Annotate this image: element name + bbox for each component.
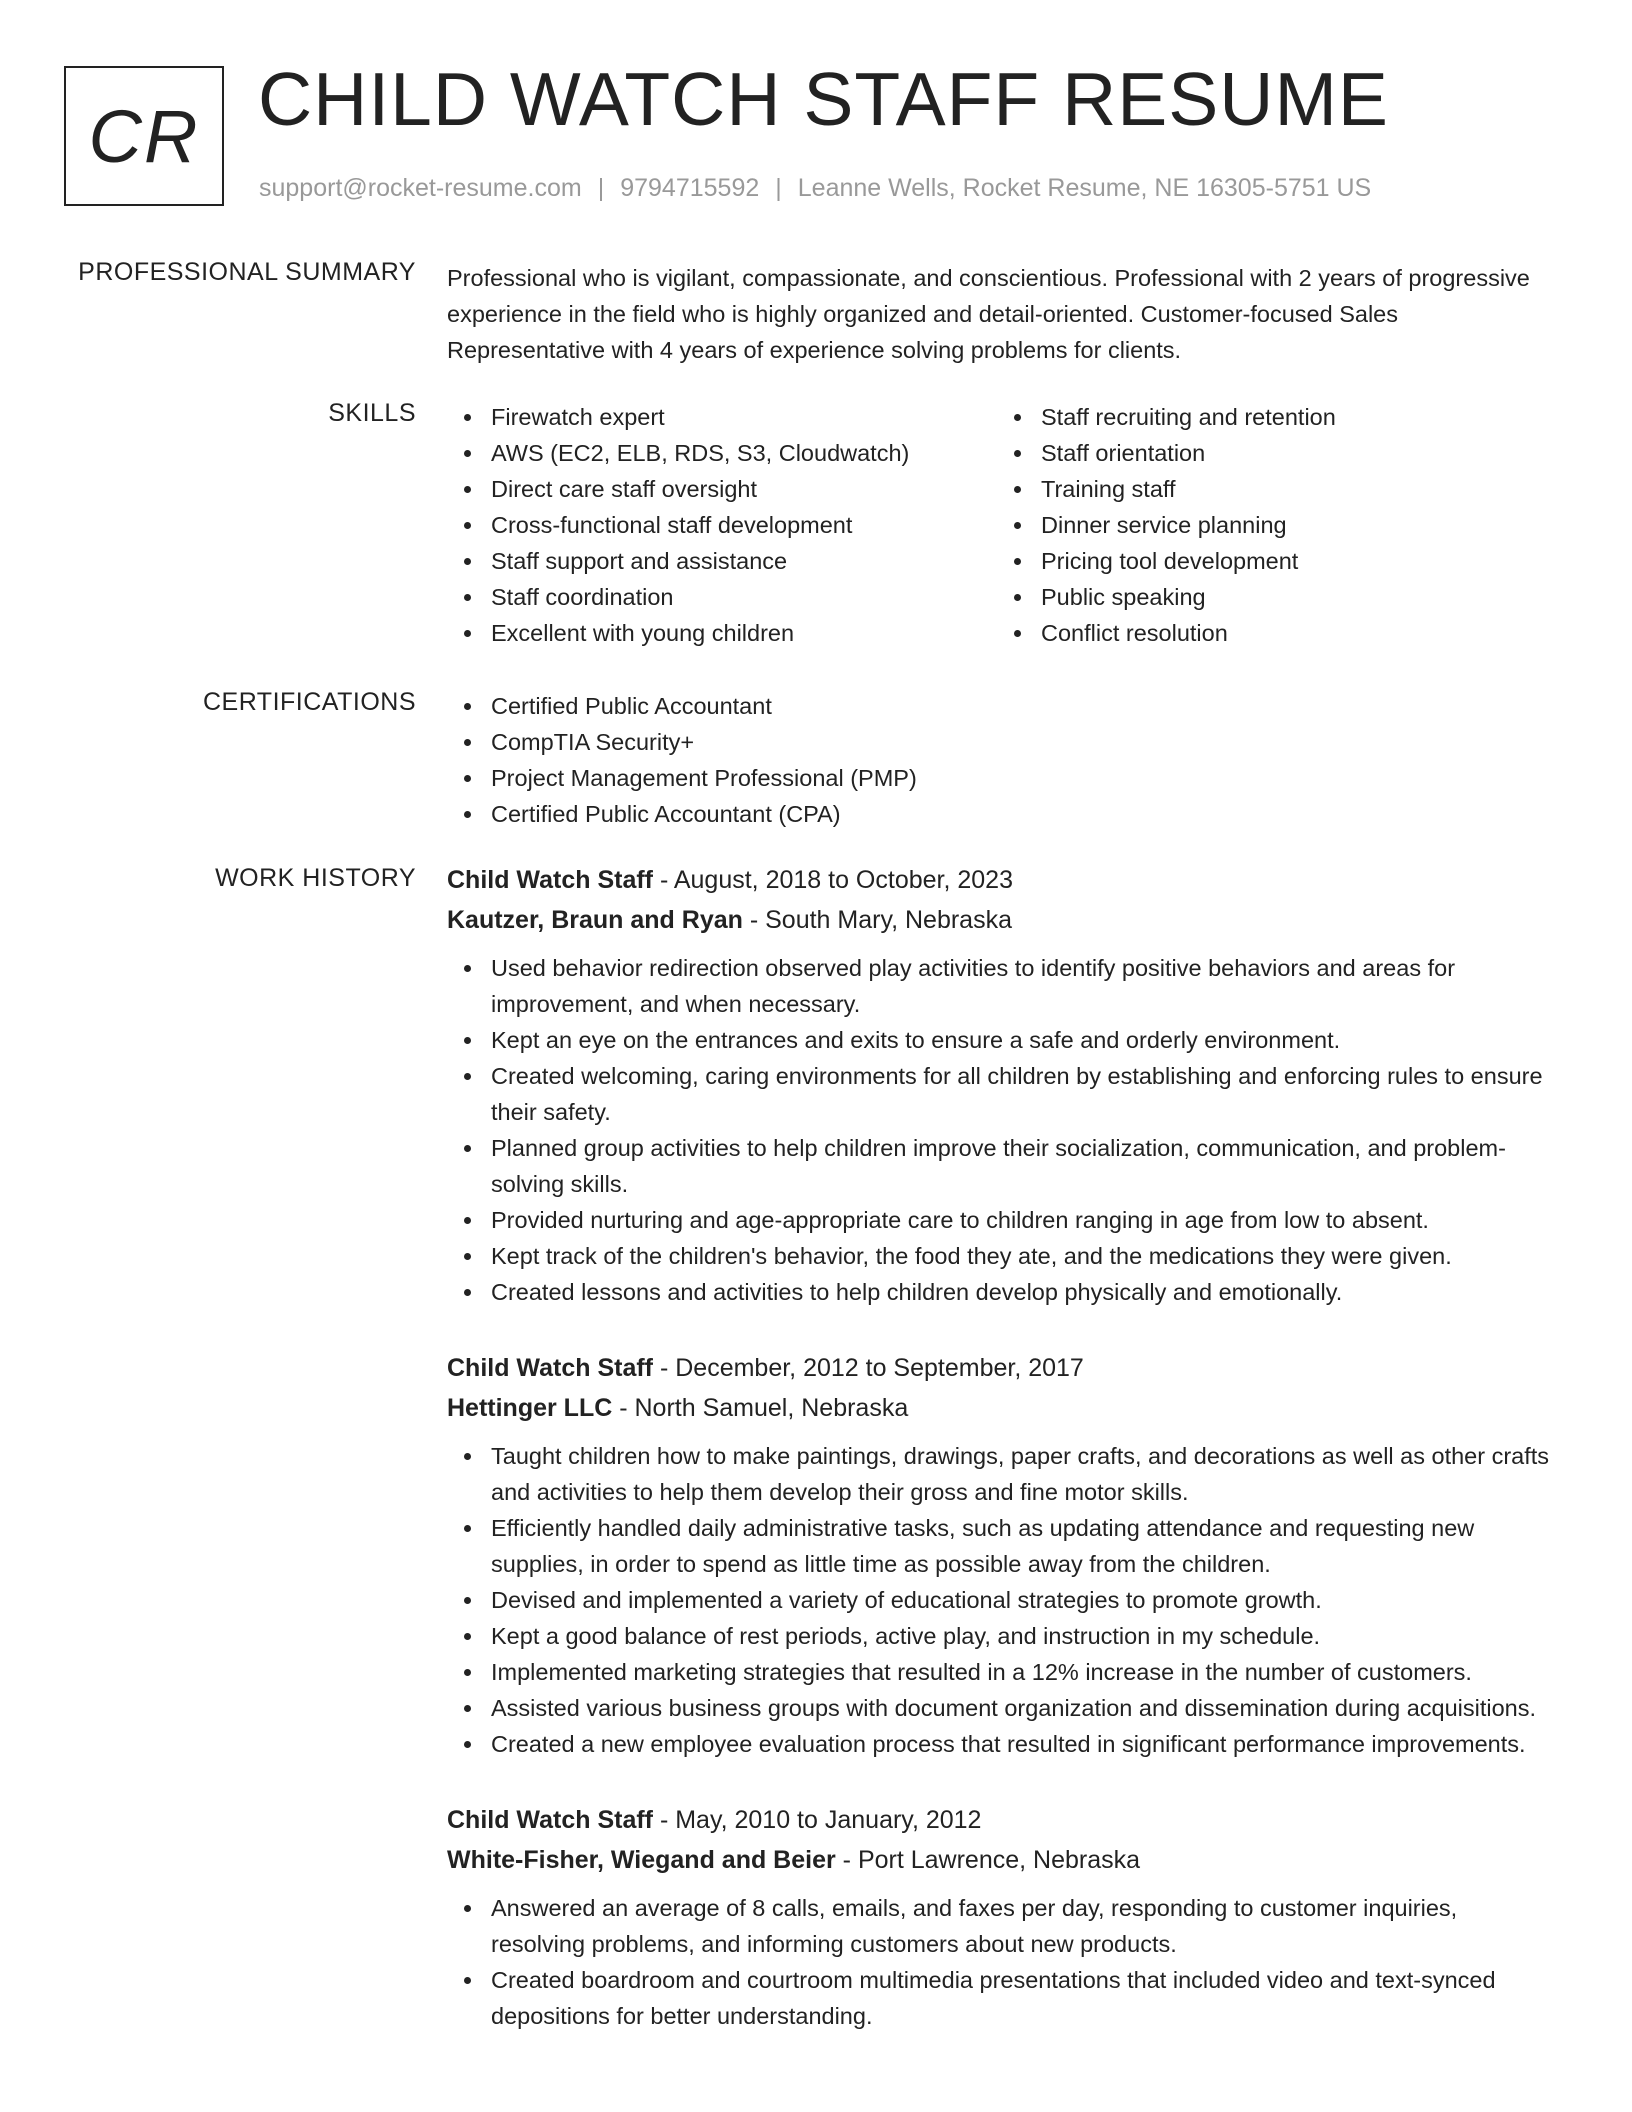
skill-item: Dinner service planning [997, 507, 1547, 543]
work-history-content [447, 860, 1557, 2034]
skill-item: Excellent with young children [447, 615, 997, 651]
skill-item: Staff coordination [447, 579, 997, 615]
job-entry [447, 1800, 1557, 2034]
section-label-skills: SKILLS [328, 399, 416, 427]
skill-item: Staff support and assistance [447, 543, 997, 579]
job-dates: - August, 2018 to October, 2023 [653, 866, 1013, 894]
summary-text: Professional who is vigilant, compassionate, and conscientious. Professional with 2 years of progressive experience in the field who is highly organized and detail-oriented. Customer-focused Sales Representative with 4 years of experience solving problems for clients. [447, 265, 1530, 363]
job-title: Child Watch Staff [447, 1806, 654, 1834]
job-company-line [447, 1388, 1557, 1428]
job-entry [447, 1348, 1557, 1762]
job-bullet: Kept a good balance of rest periods, active play, and instruction in my schedule. [447, 1618, 1557, 1654]
job-title-line [447, 860, 1557, 900]
job-dates: - May, 2010 to January, 2012 [653, 1806, 982, 1834]
job-title: Child Watch Staff [447, 866, 654, 894]
job-bullet: Created a new employee evaluation process that resulted in significant performance improvements. [447, 1726, 1557, 1762]
job-bullet: Efficiently handled daily administrative tasks, such as updating attendance and requesting new supplies, in order to spend as little time as possible away from the children. [447, 1510, 1557, 1582]
skill-item: Staff orientation [997, 435, 1547, 471]
job-bullet: Taught children how to make paintings, drawings, paper crafts, and decorations as well as other crafts and activities to help them develop their gross and fine motor skills. [447, 1438, 1557, 1510]
job-title-line [447, 1348, 1557, 1388]
job-company-line [447, 1840, 1557, 1880]
job-bullet: Implemented marketing strategies that resulted in a 12% increase in the number of customers. [447, 1654, 1557, 1690]
certifications-list [447, 688, 1557, 832]
job-bullet: Devised and implemented a variety of educational strategies to promote growth. [447, 1582, 1557, 1618]
job-entry [447, 860, 1557, 1310]
job-bullet: Kept an eye on the entrances and exits to ensure a safe and orderly environment. [447, 1022, 1557, 1058]
job-bullet: Used behavior redirection observed play activities to identify positive behaviors and areas for improvement, and when necessary. [447, 950, 1557, 1022]
job-dates: - December, 2012 to September, 2017 [653, 1354, 1084, 1382]
job-location: - Port Lawrence, Nebraska [835, 1846, 1141, 1874]
job-company-line [447, 900, 1557, 940]
contact-address: Leanne Wells, Rocket Resume, NE 16305-5751 US [797, 174, 1372, 202]
job-company: White-Fisher, Wiegand and Beier [447, 1846, 836, 1874]
job-bullets [447, 1890, 1557, 2034]
contact-separator: | [597, 174, 605, 202]
certifications-content [447, 688, 1557, 832]
contact-separator: | [775, 174, 782, 202]
job-company: Hettinger LLC [447, 1394, 613, 1422]
certification-item: Certified Public Accountant (CPA) [447, 796, 1557, 832]
job-bullet: Assisted various business groups with document organization and dissemination during acquisitions. [447, 1690, 1557, 1726]
job-bullet: Created welcoming, caring environments for all children by establishing and enforcing rules to ensure their safety. [447, 1058, 1557, 1130]
job-title-line [447, 1800, 1557, 1840]
job-bullet: Answered an average of 8 calls, emails, and faxes per day, responding to customer inquiries, resolving problems, and informing customers about new products. [447, 1890, 1557, 1962]
skill-item: Firewatch expert [447, 399, 997, 435]
contact-email: support@rocket-resume.com [259, 174, 582, 202]
job-bullets [447, 950, 1557, 1310]
section-label-work-history: WORK HISTORY [215, 864, 416, 892]
skill-item: Public speaking [997, 579, 1547, 615]
job-bullet: Created lessons and activities to help children develop physically and emotionally. [447, 1274, 1557, 1310]
skills-columns [447, 399, 1557, 651]
job-bullet: Kept track of the children's behavior, the food they ate, and the medications they were given. [447, 1238, 1557, 1274]
job-bullets [447, 1438, 1557, 1762]
job-bullet: Created boardroom and courtroom multimedia presentations that included video and text-synced depositions for better understanding. [447, 1962, 1557, 2034]
skills-list-right [997, 399, 1547, 651]
skill-item: Staff recruiting and retention [997, 399, 1547, 435]
summary-content [447, 260, 1557, 368]
skills-list-left [447, 399, 997, 651]
job-location: - South Mary, Nebraska [742, 906, 1012, 934]
certification-item: Certified Public Accountant [447, 688, 1557, 724]
skill-item: AWS (EC2, ELB, RDS, S3, Cloudwatch) [447, 435, 997, 471]
job-company: Kautzer, Braun and Ryan [447, 906, 743, 934]
resume-title: CHILD WATCH STAFF RESUME [258, 57, 1389, 141]
job-location: - North Samuel, Nebraska [612, 1394, 909, 1422]
monogram-logo [64, 66, 224, 206]
certification-item: Project Management Professional (PMP) [447, 760, 1557, 796]
skill-item: Training staff [997, 471, 1547, 507]
skill-item: Direct care staff oversight [447, 471, 997, 507]
contact-phone: 9794715592 [620, 174, 760, 202]
skill-item: Cross-functional staff development [447, 507, 997, 543]
job-title: Child Watch Staff [447, 1354, 654, 1382]
skills-content [447, 399, 1557, 651]
monogram-initials: CR [88, 94, 200, 178]
section-label-certifications: CERTIFICATIONS [202, 688, 416, 716]
job-bullet: Provided nurturing and age-appropriate care to children ranging in age from low to absent. [447, 1202, 1557, 1238]
skill-item: Pricing tool development [997, 543, 1547, 579]
job-bullet: Planned group activities to help children improve their socialization, communication, and problem-solving skills. [447, 1130, 1557, 1202]
section-label-summary: PROFESSIONAL SUMMARY [78, 258, 416, 286]
certification-item: CompTIA Security+ [447, 724, 1557, 760]
skill-item: Conflict resolution [997, 615, 1547, 651]
contact-line [259, 174, 1371, 203]
